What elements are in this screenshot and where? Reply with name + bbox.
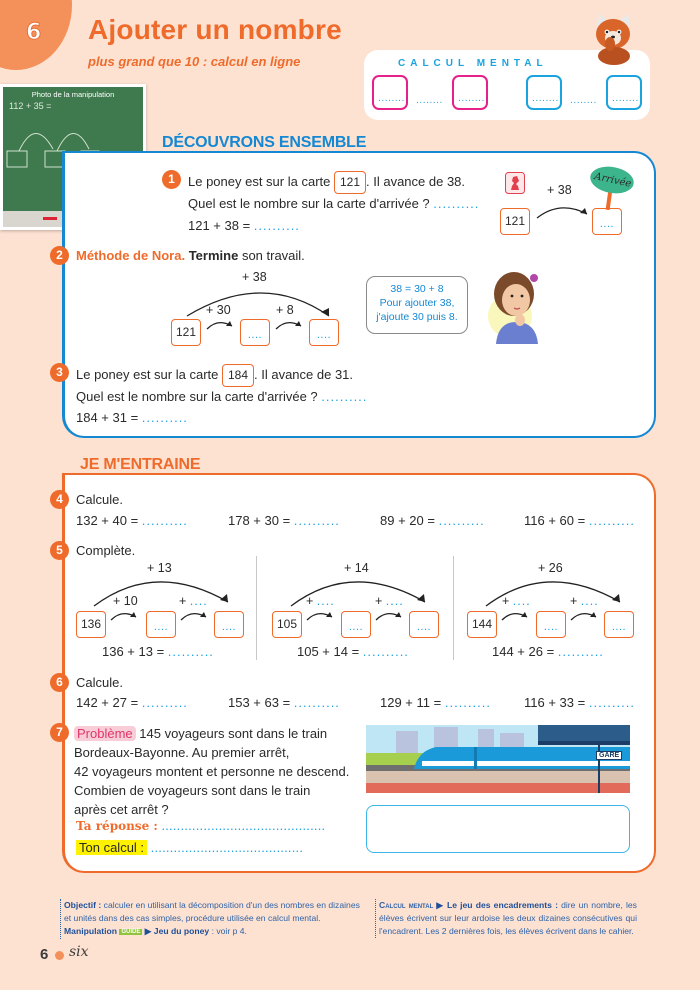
- ex4-blank-1[interactable]: ..........: [141, 513, 188, 528]
- problem-tag: Problème: [74, 726, 136, 741]
- objective-note: Objectif : calculer en utilisant la décomposition d'un des nombres en dizaines et unités dans des cas simples, procédure utilisée en calcul mental. Manipulation GUIDE ▶ Jeu du poney : voir p 4.: [60, 899, 362, 939]
- pony-token-icon: [505, 172, 525, 194]
- ex4-blank-3[interactable]: ..........: [438, 513, 485, 528]
- ex3-statement: Le poney est sur la carte 184 . Il avance de 31.: [76, 364, 353, 387]
- ex5-d3-blank-box-1[interactable]: ....: [536, 611, 566, 638]
- ex5-d2-blank-box-1[interactable]: ....: [341, 611, 371, 638]
- section-heading-decouvrons: DÉCOUVRONS ENSEMBLE: [162, 134, 367, 151]
- calcul-mental-box-2[interactable]: ........: [452, 75, 488, 110]
- ex4-blank-2[interactable]: ..........: [293, 513, 340, 528]
- page-number-word: six: [69, 944, 89, 960]
- exercise-number-2: 2: [50, 246, 69, 265]
- ex6-blank-4[interactable]: ..........: [588, 695, 635, 710]
- ex2-jump2-label: + 8: [276, 303, 294, 317]
- ex2-big-jump-label: + 38: [242, 270, 267, 284]
- ex7-answer-line: [76, 818, 325, 833]
- ex4-item-2: 178 + 30 = ..........: [228, 513, 340, 528]
- calcul-mental-separator: ........: [570, 96, 597, 106]
- nora-character-icon: [484, 264, 544, 344]
- exercise-number-1: 1: [162, 170, 181, 189]
- arrow-icon: [375, 609, 405, 623]
- ex5-d1-blank-box-2[interactable]: ....: [214, 611, 244, 638]
- exercise-number-6: 6: [50, 673, 69, 692]
- ex5-d1-start-box: 136: [76, 611, 106, 638]
- ex6-item-4: 116 + 33 = ..........: [524, 695, 635, 710]
- answer-blank[interactable]: ...........................................: [161, 818, 326, 833]
- calcul-mental-note: Calcul mental ▶ Le jeu des encadrements : dire un nombre, les élèves écrivent sur leur ardoise les deux dizaines consécutives qui l'encadrent. Les 2 dernières fois, les élèves écrivent dans le cahier.: [375, 899, 637, 938]
- ex5-instruction: Complète.: [76, 543, 136, 558]
- ex3-question: Quel est le nombre sur la carte d'arrivée ? ..........: [76, 389, 368, 404]
- ex1-jump-label: + 38: [547, 183, 572, 197]
- ex2-blank-box-2[interactable]: ....: [309, 319, 339, 346]
- train-station-icon: [366, 725, 630, 793]
- ex1-arrow-icon: [535, 202, 595, 222]
- ex1-equation: 121 + 38 = ..........: [188, 218, 300, 233]
- station-sign: GARE: [596, 751, 622, 760]
- ex6-instruction: Calcule.: [76, 675, 123, 690]
- ex3-equation-blank[interactable]: ..........: [141, 410, 188, 425]
- ex5-d3-jump2-blank[interactable]: ....: [580, 594, 599, 608]
- calculation-answer-box[interactable]: [366, 805, 630, 853]
- ex1-answer-blank[interactable]: ..........: [433, 196, 480, 211]
- ex5-d3-eq-blank[interactable]: ..........: [557, 644, 604, 659]
- ex2-instruction: Méthode de Nora. Termine son travail.: [76, 248, 305, 263]
- ex4-item-3: 89 + 20 = ..........: [380, 513, 485, 528]
- ex1-equation-blank[interactable]: ..........: [253, 218, 300, 233]
- ex1-start-card: 121: [334, 171, 366, 194]
- red-panda-mascot-icon: [590, 14, 636, 64]
- ex6-blank-1[interactable]: ..........: [141, 695, 188, 710]
- ex5-d3-jump1-blank[interactable]: ....: [512, 594, 531, 608]
- page-title: Ajouter un nombre: [88, 14, 342, 45]
- calcul-mental-box-1[interactable]: ........: [372, 75, 408, 110]
- ex6-blank-2[interactable]: ..........: [293, 695, 340, 710]
- ex2-blank-box-1[interactable]: ....: [240, 319, 270, 346]
- calcul-mental-title: CALCUL MENTAL: [398, 58, 548, 69]
- calc-blank[interactable]: ........................................: [150, 840, 304, 855]
- arrow-icon: [570, 609, 600, 623]
- ex5-d2-blank-box-2[interactable]: ....: [409, 611, 439, 638]
- ex1-start-box: 121: [500, 208, 530, 235]
- arrow-icon: [110, 609, 140, 623]
- photo-caption: Photo de la manipulation: [31, 90, 115, 99]
- guide-tag: GUIDE: [121, 929, 141, 935]
- ex7-calc-line: [76, 840, 303, 855]
- ex4-item-1: 132 + 40 = ..........: [76, 513, 188, 528]
- ex1-question: Quel est le nombre sur la carte d'arrivée ? ..........: [188, 196, 480, 211]
- calcul-mental-box-3[interactable]: ........: [526, 75, 562, 110]
- train-illustration: [366, 725, 630, 793]
- ex1-statement: Le poney est sur la carte 121 . Il avance de 38.: [188, 171, 465, 194]
- ex6-item-1: 142 + 27 = ..........: [76, 695, 188, 710]
- arrow-icon: [180, 609, 210, 623]
- ex5-divider: [256, 556, 257, 660]
- ex5-d3-start-box: 144: [467, 611, 497, 638]
- arrival-sign-label: Arrivée: [593, 171, 633, 190]
- ex3-answer-blank[interactable]: ..........: [321, 389, 368, 404]
- calcul-mental-separator: ........: [416, 96, 443, 106]
- ex5-d1-blank-box-1[interactable]: ....: [146, 611, 176, 638]
- page-number: 6: [40, 946, 49, 963]
- page-subtitle: plus grand que 10 : calcul en ligne: [88, 54, 301, 69]
- ex6-blank-3[interactable]: ..........: [444, 695, 491, 710]
- ex7-problem-text: Problème 145 voyageurs sont dans le train Bordeaux-Bayonne. Au premier arrêt, 42 voyageurs montent et personne ne descend. Combien de voyageurs sont dans le train après cet arrêt ?: [74, 726, 350, 817]
- calcul-mental-box-4[interactable]: ........: [606, 75, 642, 110]
- ex4-item-4: 116 + 60 = ..........: [524, 513, 635, 528]
- ex5-d2-jump2-blank[interactable]: ....: [385, 594, 404, 608]
- ex2-jump1-label: + 30: [206, 303, 231, 317]
- exercise-number-7: 7: [50, 723, 69, 742]
- arrow-icon: [501, 609, 531, 623]
- ex6-item-3: 129 + 11 = ..........: [380, 695, 491, 710]
- page-dot-icon: [55, 951, 64, 960]
- section-heading-entraine: JE M'ENTRAINE: [80, 456, 201, 473]
- ex5-divider: [453, 556, 454, 660]
- ex1-arrival-box[interactable]: ....: [592, 208, 622, 235]
- exercise-number-5: 5: [50, 541, 69, 560]
- ex2-arrow2-icon: [275, 318, 305, 332]
- ex5-d2-jump1-blank[interactable]: ....: [316, 594, 335, 608]
- lesson-number: 6: [26, 20, 42, 45]
- ex5-d2-eq-blank[interactable]: ..........: [362, 644, 409, 659]
- arrow-icon: [306, 609, 336, 623]
- ex5-d2-start-box: 105: [272, 611, 302, 638]
- ex5-d3-blank-box-2[interactable]: ....: [604, 611, 634, 638]
- ex4-blank-4[interactable]: ..........: [588, 513, 635, 528]
- ex5-d1-jump2-blank[interactable]: ....: [189, 594, 208, 608]
- nora-speech-bubble: 38 = 30 + 8 Pour ajouter 38, j'ajoute 30 puis 8.: [366, 276, 468, 334]
- ex2-start-box: 121: [171, 319, 201, 346]
- ex2-arrow1-icon: [206, 318, 236, 332]
- board-equation: 112 + 35 =: [9, 101, 52, 111]
- ex3-equation: 184 + 31 = ..........: [76, 410, 188, 425]
- answer-label: Ta réponse :: [76, 819, 158, 833]
- exercise-number-3: 3: [50, 363, 69, 382]
- ex5-d1-eq-blank[interactable]: ..........: [167, 644, 214, 659]
- ex3-start-card: 184: [222, 364, 254, 387]
- calc-label: Ton calcul :: [76, 840, 147, 855]
- ex6-item-2: 153 + 63 = ..........: [228, 695, 340, 710]
- exercise-number-4: 4: [50, 490, 69, 509]
- ex4-instruction: Calcule.: [76, 492, 123, 507]
